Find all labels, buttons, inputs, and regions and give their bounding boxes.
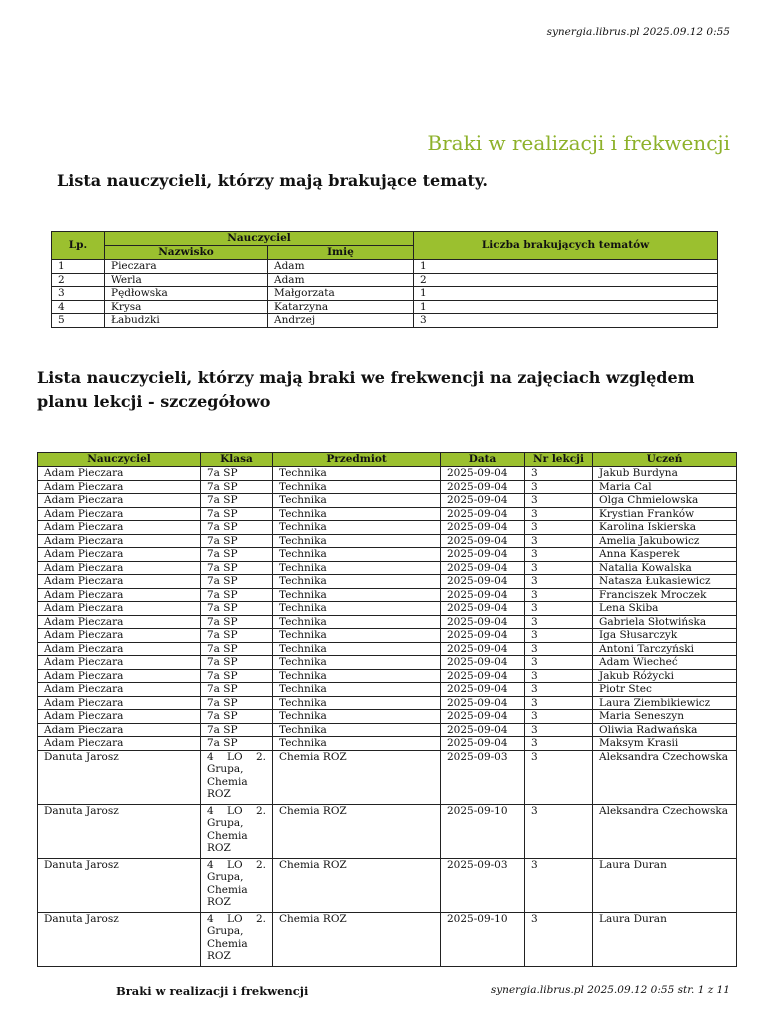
cell-lesson-number: 3	[525, 548, 593, 562]
cell-date: 2025-09-04	[441, 575, 525, 589]
cell-lesson-number: 3	[525, 750, 593, 804]
cell-subject: Technika	[273, 507, 441, 521]
table-row	[38, 642, 737, 656]
cell-date: 2025-09-03	[441, 750, 525, 804]
cell-class: 7a SP	[201, 548, 273, 562]
cell-class: 7a SP	[201, 683, 273, 697]
cell-class: 7a SP	[201, 629, 273, 643]
cell-first-name: Adam	[268, 260, 414, 274]
cell-student: Maria Cal	[593, 480, 737, 494]
cell-subject: Technika	[273, 629, 441, 643]
cell-class: 7a SP	[201, 737, 273, 751]
cell-subject: Technika	[273, 494, 441, 508]
cell-class: 7a SP	[201, 669, 273, 683]
column-header-surname: Nazwisko	[105, 246, 268, 260]
cell-class: 7a SP	[201, 507, 273, 521]
table-row	[38, 683, 737, 697]
table-row	[52, 300, 718, 314]
cell-lesson-number: 3	[525, 669, 593, 683]
cell-missing-count: 2	[414, 273, 718, 287]
cell-date: 2025-09-04	[441, 737, 525, 751]
cell-student: Lena Skiba	[593, 602, 737, 616]
cell-missing-count: 1	[414, 260, 718, 274]
cell-student: Jakub Różycki	[593, 669, 737, 683]
cell-subject: Technika	[273, 534, 441, 548]
cell-student: Adam Wiecheć	[593, 656, 737, 670]
cell-lesson-number: 3	[525, 737, 593, 751]
table-row	[38, 669, 737, 683]
table-row	[38, 548, 737, 562]
cell-first-name: Andrzej	[268, 314, 414, 328]
page-header-source: synergia.librus.pl 2025.09.12 0:55	[546, 26, 730, 38]
cell-student: Franciszek Mroczek	[593, 588, 737, 602]
footer-title: Braki w realizacji i frekwencji	[116, 984, 309, 998]
table-row	[38, 494, 737, 508]
cell-lesson-number: 3	[525, 858, 593, 912]
cell-class: 7a SP	[201, 642, 273, 656]
column-header-teacher: Nauczyciel	[38, 453, 201, 467]
cell-teacher: Adam Pieczara	[38, 467, 201, 481]
cell-lesson-number: 3	[525, 710, 593, 724]
cell-teacher: Adam Pieczara	[38, 737, 201, 751]
cell-teacher: Adam Pieczara	[38, 642, 201, 656]
cell-date: 2025-09-04	[441, 561, 525, 575]
column-header-student: Uczeń	[593, 453, 737, 467]
cell-student: Amelia Jakubowicz	[593, 534, 737, 548]
table-row	[38, 656, 737, 670]
table-row	[52, 273, 718, 287]
cell-teacher: Adam Pieczara	[38, 723, 201, 737]
cell-subject: Chemia ROZ	[273, 912, 441, 966]
cell-teacher: Adam Pieczara	[38, 710, 201, 724]
cell-surname: Krysa	[105, 300, 268, 314]
cell-date: 2025-09-04	[441, 683, 525, 697]
cell-subject: Technika	[273, 723, 441, 737]
cell-date: 2025-09-04	[441, 629, 525, 643]
cell-date: 2025-09-03	[441, 858, 525, 912]
cell-class: 7a SP	[201, 615, 273, 629]
table-row	[38, 534, 737, 548]
cell-class: 7a SP	[201, 480, 273, 494]
cell-student: Oliwia Radwańska	[593, 723, 737, 737]
cell-lesson-number: 3	[525, 575, 593, 589]
table-row	[38, 575, 737, 589]
cell-lesson-number: 3	[525, 521, 593, 535]
cell-subject: Technika	[273, 467, 441, 481]
cell-student: Piotr Stec	[593, 683, 737, 697]
cell-lesson-number: 3	[525, 696, 593, 710]
cell-subject: Technika	[273, 683, 441, 697]
cell-student: Jakub Burdyna	[593, 467, 737, 481]
cell-subject: Technika	[273, 588, 441, 602]
cell-date: 2025-09-04	[441, 602, 525, 616]
cell-lesson-number: 3	[525, 507, 593, 521]
table-row	[38, 858, 737, 912]
cell-subject: Chemia ROZ	[273, 750, 441, 804]
cell-teacher: Adam Pieczara	[38, 696, 201, 710]
cell-lesson-number: 3	[525, 588, 593, 602]
column-header-lesson-number: Nr lekcji	[525, 453, 593, 467]
table-row	[38, 480, 737, 494]
cell-lesson-number: 3	[525, 467, 593, 481]
cell-subject: Technika	[273, 521, 441, 535]
cell-teacher: Danuta Jarosz	[38, 750, 201, 804]
table-row	[38, 521, 737, 535]
cell-class: 4 LO 2. Grupa, Chemia ROZ	[201, 912, 273, 966]
cell-subject: Technika	[273, 548, 441, 562]
cell-date: 2025-09-04	[441, 710, 525, 724]
cell-lesson-number: 3	[525, 723, 593, 737]
cell-teacher: Adam Pieczara	[38, 629, 201, 643]
cell-surname: Pędłowska	[105, 287, 268, 301]
cell-class: 4 LO 2. Grupa, Chemia ROZ	[201, 750, 273, 804]
section2-title: Lista nauczycieli, którzy mają braki we frekwencji na zajęciach względem planu lekcji - szczegółowo	[37, 368, 695, 411]
cell-class: 7a SP	[201, 656, 273, 670]
column-header-lp: Lp.	[52, 232, 105, 260]
cell-student: Olga Chmielowska	[593, 494, 737, 508]
cell-date: 2025-09-04	[441, 467, 525, 481]
cell-student: Iga Słusarczyk	[593, 629, 737, 643]
cell-subject: Technika	[273, 696, 441, 710]
table-row	[38, 723, 737, 737]
cell-teacher: Adam Pieczara	[38, 480, 201, 494]
cell-student: Karolina Iskierska	[593, 521, 737, 535]
cell-teacher: Adam Pieczara	[38, 615, 201, 629]
cell-lesson-number: 3	[525, 534, 593, 548]
section1-title: Lista nauczycieli, którzy mają brakujące tematy.	[57, 171, 488, 190]
cell-date: 2025-09-10	[441, 804, 525, 858]
cell-teacher: Adam Pieczara	[38, 669, 201, 683]
cell-class: 7a SP	[201, 521, 273, 535]
cell-subject: Technika	[273, 642, 441, 656]
cell-teacher: Adam Pieczara	[38, 561, 201, 575]
cell-lesson-number: 3	[525, 912, 593, 966]
cell-teacher: Adam Pieczara	[38, 534, 201, 548]
cell-date: 2025-09-04	[441, 642, 525, 656]
table-row	[38, 615, 737, 629]
cell-lesson-number: 3	[525, 480, 593, 494]
column-header-subject: Przedmiot	[273, 453, 441, 467]
cell-first-name: Katarzyna	[268, 300, 414, 314]
cell-subject: Chemia ROZ	[273, 858, 441, 912]
cell-class: 4 LO 2. Grupa, Chemia ROZ	[201, 804, 273, 858]
cell-teacher: Danuta Jarosz	[38, 912, 201, 966]
cell-subject: Technika	[273, 561, 441, 575]
cell-student: Maksym Krasii	[593, 737, 737, 751]
table-row	[38, 588, 737, 602]
cell-student: Krystian Franków	[593, 507, 737, 521]
attendance-gaps-table	[37, 452, 737, 967]
cell-teacher: Adam Pieczara	[38, 588, 201, 602]
cell-teacher: Adam Pieczara	[38, 683, 201, 697]
cell-subject: Technika	[273, 737, 441, 751]
cell-surname: Łabudzki	[105, 314, 268, 328]
table-row	[38, 710, 737, 724]
cell-subject: Technika	[273, 656, 441, 670]
cell-class: 7a SP	[201, 602, 273, 616]
cell-date: 2025-09-04	[441, 696, 525, 710]
cell-lp: 5	[52, 314, 105, 328]
column-header-date: Data	[441, 453, 525, 467]
cell-subject: Chemia ROZ	[273, 804, 441, 858]
table-row	[38, 507, 737, 521]
cell-teacher: Adam Pieczara	[38, 575, 201, 589]
cell-student: Aleksandra Czechowska	[593, 804, 737, 858]
cell-teacher: Adam Pieczara	[38, 521, 201, 535]
cell-date: 2025-09-04	[441, 588, 525, 602]
table-row	[38, 696, 737, 710]
cell-date: 2025-09-04	[441, 521, 525, 535]
cell-student: Laura Duran	[593, 912, 737, 966]
cell-date: 2025-09-04	[441, 534, 525, 548]
cell-student: Antoni Tarczyński	[593, 642, 737, 656]
cell-student: Natasza Łukasiewicz	[593, 575, 737, 589]
cell-student: Laura Ziembikiewicz	[593, 696, 737, 710]
table-row	[52, 287, 718, 301]
cell-teacher: Adam Pieczara	[38, 494, 201, 508]
table-row	[38, 467, 737, 481]
table-row	[38, 561, 737, 575]
cell-missing-count: 1	[414, 287, 718, 301]
cell-first-name: Adam	[268, 273, 414, 287]
cell-missing-count: 1	[414, 300, 718, 314]
cell-teacher: Adam Pieczara	[38, 548, 201, 562]
cell-teacher: Danuta Jarosz	[38, 804, 201, 858]
cell-student: Laura Duran	[593, 858, 737, 912]
cell-subject: Technika	[273, 480, 441, 494]
cell-lesson-number: 3	[525, 656, 593, 670]
cell-class: 7a SP	[201, 696, 273, 710]
column-header-first-name: Imię	[268, 246, 414, 260]
cell-date: 2025-09-04	[441, 669, 525, 683]
cell-student: Natalia Kowalska	[593, 561, 737, 575]
table-row	[38, 804, 737, 858]
cell-teacher: Adam Pieczara	[38, 656, 201, 670]
cell-lesson-number: 3	[525, 629, 593, 643]
cell-class: 7a SP	[201, 534, 273, 548]
document-title: Braki w realizacji i frekwencji	[427, 131, 730, 155]
cell-lp: 4	[52, 300, 105, 314]
cell-missing-count: 3	[414, 314, 718, 328]
column-header-missing-count: Liczba brakujących tematów	[414, 232, 718, 260]
missing-topics-table	[51, 231, 718, 328]
table-row	[38, 912, 737, 966]
cell-lesson-number: 3	[525, 494, 593, 508]
cell-subject: Technika	[273, 615, 441, 629]
cell-subject: Technika	[273, 710, 441, 724]
cell-student: Aleksandra Czechowska	[593, 750, 737, 804]
cell-lesson-number: 3	[525, 683, 593, 697]
cell-teacher: Danuta Jarosz	[38, 858, 201, 912]
cell-lp: 2	[52, 273, 105, 287]
cell-date: 2025-09-04	[441, 548, 525, 562]
cell-teacher: Adam Pieczara	[38, 602, 201, 616]
table-row	[52, 314, 718, 328]
table-row	[38, 629, 737, 643]
cell-date: 2025-09-04	[441, 507, 525, 521]
table-row	[38, 602, 737, 616]
cell-student: Anna Kasperek	[593, 548, 737, 562]
cell-student: Gabriela Słotwińska	[593, 615, 737, 629]
table-row	[38, 737, 737, 751]
cell-subject: Technika	[273, 602, 441, 616]
cell-subject: Technika	[273, 669, 441, 683]
cell-date: 2025-09-04	[441, 656, 525, 670]
cell-class: 7a SP	[201, 494, 273, 508]
cell-lp: 3	[52, 287, 105, 301]
cell-lesson-number: 3	[525, 561, 593, 575]
cell-class: 4 LO 2. Grupa, Chemia ROZ	[201, 858, 273, 912]
cell-class: 7a SP	[201, 575, 273, 589]
table-row	[38, 750, 737, 804]
footer-info: synergia.librus.pl 2025.09.12 0:55 str. 1 z 11	[490, 984, 730, 996]
cell-date: 2025-09-04	[441, 494, 525, 508]
cell-class: 7a SP	[201, 467, 273, 481]
cell-surname: Werla	[105, 273, 268, 287]
cell-lp: 1	[52, 260, 105, 274]
column-header-class: Klasa	[201, 453, 273, 467]
cell-class: 7a SP	[201, 723, 273, 737]
cell-subject: Technika	[273, 575, 441, 589]
cell-date: 2025-09-10	[441, 912, 525, 966]
cell-teacher: Adam Pieczara	[38, 507, 201, 521]
cell-surname: Pieczara	[105, 260, 268, 274]
cell-student: Maria Seneszyn	[593, 710, 737, 724]
cell-lesson-number: 3	[525, 642, 593, 656]
column-header-teacher-group: Nauczyciel	[105, 232, 414, 246]
table-row	[52, 260, 718, 274]
cell-first-name: Małgorzata	[268, 287, 414, 301]
cell-date: 2025-09-04	[441, 723, 525, 737]
cell-class: 7a SP	[201, 710, 273, 724]
cell-lesson-number: 3	[525, 602, 593, 616]
cell-class: 7a SP	[201, 588, 273, 602]
cell-lesson-number: 3	[525, 804, 593, 858]
cell-date: 2025-09-04	[441, 480, 525, 494]
cell-class: 7a SP	[201, 561, 273, 575]
cell-date: 2025-09-04	[441, 615, 525, 629]
cell-lesson-number: 3	[525, 615, 593, 629]
